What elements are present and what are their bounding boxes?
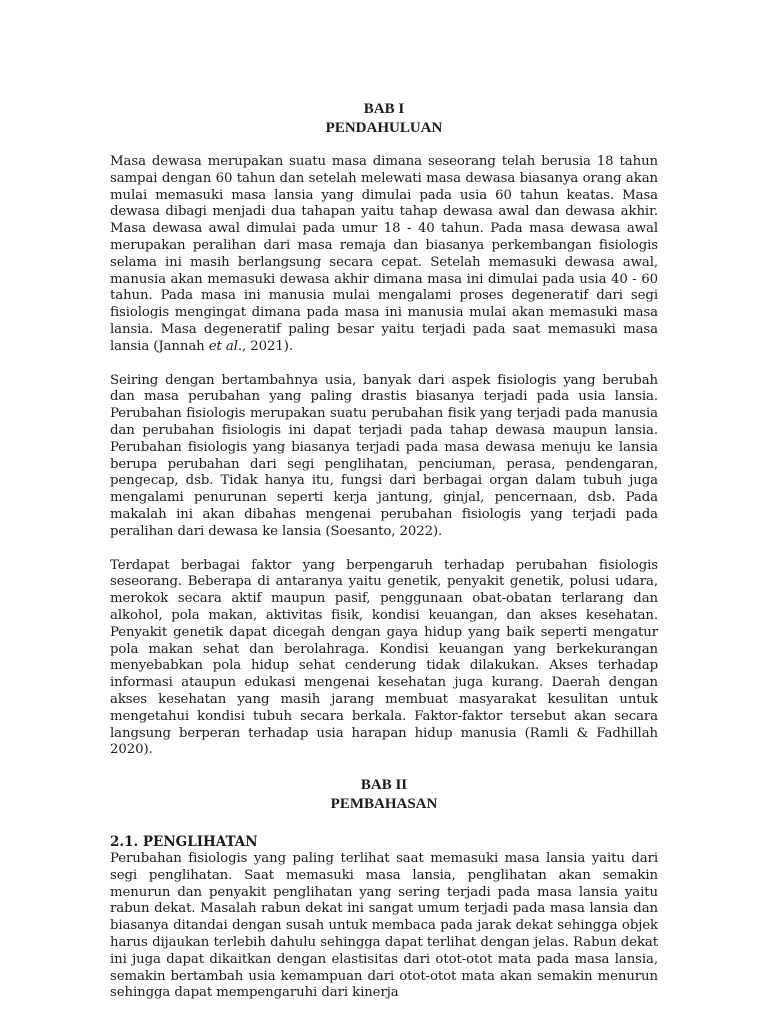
bab1-subtitle: PENDAHULUAN xyxy=(325,120,443,136)
paragraph-1-citation-etal: et al xyxy=(208,338,238,354)
bab2-heading xyxy=(110,776,658,814)
paragraph-1-text: Masa dewasa merupakan suatu masa dimana seseorang telah berusia 18 tahun sampai dengan 60 tahun dan setelah melewati masa dewasa biasanya orang akan mulai memasuki masa lansia yang dimulai pada usia 60 tahun keatas. Masa dewasa dibagi menjadi dua tahapan yaitu tahap dewasa awal dan dewasa akhir. Masa dewasa awal dimulai pada umur 18 - 40 tahun. Pada masa dewasa awal merupakan peralihan dari masa remaja dan biasanya perkembangan fisiologis selama ini masih berlangsung secara cepat. Setelah memasuki dewasa awal, manusia akan memasuki dewasa akhir dimana masa ini dimulai pada usia 40 - 60 tahun. Pada masa ini manusia mulai mengalami proses degeneratif dari segi fisiologis mengingat dimana pada masa ini manusia mulai akan memasuki masa lansia. Masa degeneratif paling besar yaitu terjadi pada saat memasuki masa lansia (Jannah xyxy=(110,154,658,354)
bab2-title: BAB II xyxy=(360,777,408,794)
bab1-heading xyxy=(110,100,658,138)
bab2-subtitle: PEMBAHASAN xyxy=(330,796,438,813)
paragraph-1 xyxy=(110,154,658,356)
paragraph-1-citation-end: ., 2021). xyxy=(237,338,293,354)
section-2-1-heading: 2.1. PENGLIHATAN xyxy=(110,834,258,851)
paragraph-2: Seiring dengan bertambahnya usia, banyak dari aspek fisiologis yang berubah dan masa perubahan yang paling drastis biasanya terjadi pada usia lansia. Perubahan fisiologis merupakan suatu perubahan fisik yang terjadi pada manusia dan perubahan fisiologis ini dapat terjadi pada tahap dewasa maupun lansia. Perubahan fisiologis yang biasanya terjadi pada masa dewasa menuju ke lansia berupa perubahan dari segi penglihatan, penciuman, perasa, pendengaran, pengecap, dsb. Tidak hanya itu, fungsi dari berbagai organ dalam tubuh juga mengalami penurunan seperti kerja jantung, ginjal, pencernaan, dsb. Pada makalah ini akan dibahas mengenai perubahan fisiologis yang terjadi pada peralihan dari dewasa ke lansia (Soesanto, 2022). xyxy=(110,372,658,539)
bab1-title: BAB I xyxy=(363,101,405,117)
paragraph-3: Terdapat berbagai faktor yang berpengaruh terhadap perubahan fisiologis seseorang. Beberapa di antaranya yaitu genetik, penyakit genetik, polusi udara, merokok secara aktif maupun pasif, penggunaan obat-obatan terlarang dan alkohol, pola makan, aktivitas fisik, kondisi keuangan, dan akses kesehatan. Penyakit genetik dapat dicegah dengan gaya hidup yang baik seperti mengatur pola makan sehat dan berolahraga. Kondisi keuangan yang berkekurangan menyebabkan pola hidup sehat cenderung tidak dilakukan. Akses terhadap informasi ataupun edukasi mengenai kesehatan juga kurang. Daerah dengan akses kesehatan yang masih jarang membuat masyarakat kesulitan untuk mengetahui kondisi tubuh secara berkala. Faktor-faktor tersebut akan secara langsung berperan terhadap usia harapan hidup manusia (Ramli & Fadhillah 2020). xyxy=(110,557,658,758)
section-2-1-paragraph: Perubahan fisiologis yang paling terlihat saat memasuki masa lansia yaitu dari segi penglihatan. Saat memasuki masa lansia, penglihatan akan semakin menurun dan penyakit penglihatan yang sering terjadi pada masa lansia yaitu rabun dekat. Masalah rabun dekat ini sangat umum terjadi pada masa lansia dan biasanya ditandai dengan susah untuk membaca pada jarak dekat sehingga objek harus dijaukan terlebih dahulu sehingga dapat terlihat dengan jelas. Rabun dekat ini juga dapat dikaitkan dengan elastisitas dari otot-otot mata pada masa lansia, semakin bertambah usia kemampuan dari otot-otot mata akan semakin menurun sehingga dapat mempengaruhi dari kinerja xyxy=(110,851,658,1001)
